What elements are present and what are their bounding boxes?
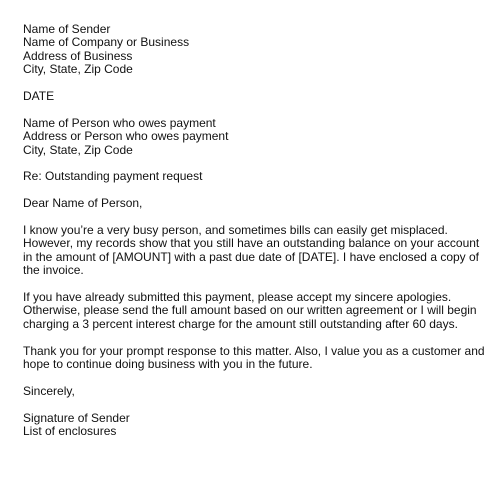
sender-company: Name of Company or Business bbox=[23, 35, 190, 50]
recipient-name: Name of Person who owes payment bbox=[23, 115, 216, 130]
enclosures-line: List of enclosures bbox=[23, 424, 117, 439]
letter-date: DATE bbox=[23, 89, 55, 104]
date-block bbox=[23, 90, 483, 103]
paragraph-line: If you have already submitted this payment, please accept my sincere apologies. bbox=[23, 290, 452, 305]
recipient-block bbox=[23, 117, 483, 157]
recipient-address: Address or Person who owes payment bbox=[23, 129, 229, 144]
paragraph-line: hope to continue doing business with you in the future. bbox=[23, 357, 313, 372]
closing: Sincerely, bbox=[23, 383, 75, 398]
paragraph-line: the invoice. bbox=[23, 263, 84, 278]
signature-block bbox=[23, 412, 483, 439]
paragraph-1 bbox=[23, 224, 483, 278]
signature-name: Signature of Sender bbox=[23, 410, 130, 425]
paragraph-3 bbox=[23, 345, 483, 372]
sender-name: Name of Sender bbox=[23, 22, 111, 36]
sender-city-state-zip: City, State, Zip Code bbox=[23, 62, 133, 77]
subject-line: Re: Outstanding payment request bbox=[23, 169, 203, 184]
paragraph-line: However, my records show that you still have an outstanding balance on your account bbox=[23, 236, 480, 251]
paragraph-line: I know you’re a very busy person, and sometimes bills can easily get misplaced. bbox=[23, 223, 448, 238]
paragraph-line: Otherwise, please send the full amount based on our written agreement or I will begin bbox=[23, 303, 477, 318]
subject-block bbox=[23, 170, 483, 183]
paragraph-line: charging a 3 percent interest charge for the amount still outstanding after 60 days. bbox=[23, 316, 458, 331]
paragraph-line: in the amount of [AMOUNT] with a past due date of [DATE]. I have enclosed a copy of bbox=[23, 249, 480, 264]
closing-block bbox=[23, 385, 483, 398]
sender-block bbox=[23, 23, 483, 77]
sender-address: Address of Business bbox=[23, 48, 133, 63]
salutation-block bbox=[23, 197, 483, 210]
salutation: Dear Name of Person, bbox=[23, 196, 143, 211]
paragraph-line: Thank you for your prompt response to this matter. Also, I value you as a customer and bbox=[23, 343, 485, 358]
recipient-city-state-zip: City, State, Zip Code bbox=[23, 142, 133, 157]
letter-document bbox=[23, 23, 483, 452]
paragraph-2 bbox=[23, 291, 483, 331]
